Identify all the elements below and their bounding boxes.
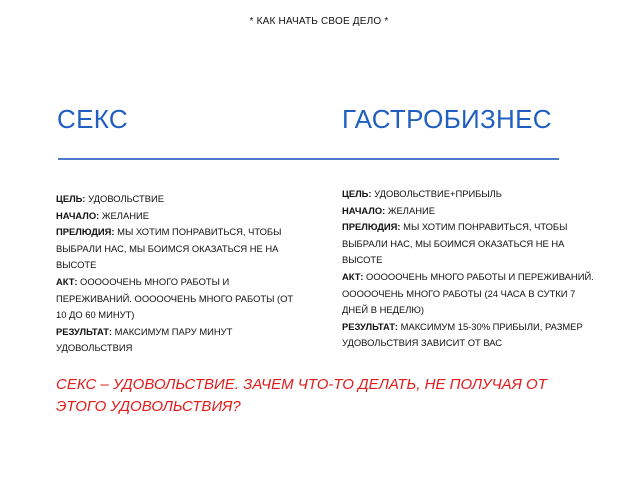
left-item-act: АКТ: ОООООЧЕНЬ МНОГО РАБОТЫ И ПЕРЕЖИВАНИЙ. ОООООЧЕНЬ МНОГО РАБОТЫ (ОТ 10 ДО 60 МИНУТ) xyxy=(56,275,294,321)
right-item-act: АКТ: ОООООЧЕНЬ МНОГО РАБОТЫ И ПЕРЕЖИВАНИЙ. ОООООЧЕНЬ МНОГО РАБОТЫ (24 ЧАСА В СУТКИ 7 ДНЕЙ В НЕДЕЛЮ) xyxy=(342,270,594,316)
right-column-body xyxy=(342,186,597,352)
left-column-title: СЕКС xyxy=(57,104,128,134)
slide-header: * КАК НАЧАТЬ СВОЕ ДЕЛО * xyxy=(249,16,389,27)
right-item-result: РЕЗУЛЬТАТ: МАКСИМУМ 15-30% ПРИБЫЛИ, РАЗМЕР УДОВОЛЬСТВИЯ ЗАВИСИТ ОТ ВАС xyxy=(342,320,583,349)
left-item-prelude: ПРЕЛЮДИЯ: МЫ ХОТИМ ПОНРАВИТЬСЯ, ЧТОБЫ ВЫБРАЛИ НАС, МЫ БОИМСЯ ОКАЗАТЬСЯ НЕ НА ВЫСОТЕ xyxy=(56,226,282,271)
left-item-result: РЕЗУЛЬТАТ: МАКСИМУМ ПАРУ МИНУТ УДОВОЛЬСТВИЯ xyxy=(56,325,233,354)
left-item-start: НАЧАЛО: ЖЕЛАНИЕ xyxy=(56,209,149,221)
right-item-prelude: ПРЕЛЮДИЯ: МЫ ХОТИМ ПОНРАВИТЬСЯ, ЧТОБЫ ВЫБРАЛИ НАС, МЫ БОИМСЯ ОКАЗАТЬСЯ НЕ НА ВЫСОТЕ xyxy=(342,221,568,266)
conclusion-text: СЕКС – УДОВОЛЬСТВИЕ. ЗАЧЕМ ЧТО-ТО ДЕЛАТЬ, НЕ ПОЛУЧАЯ ОТ ЭТОГО УДОВОЛЬСТВИЯ? xyxy=(56,376,547,415)
right-item-start: НАЧАЛО: ЖЕЛАНИЕ xyxy=(342,204,435,216)
left-item-goal: ЦЕЛЬ: УДОВОЛЬСТВИЕ xyxy=(56,193,164,204)
right-item-goal: ЦЕЛЬ: УДОВОЛЬСТВИЕ+ПРИБЫЛЬ xyxy=(342,188,502,199)
right-column-title: ГАСТРОБИЗНЕС xyxy=(342,104,552,134)
left-column-body xyxy=(56,191,306,357)
divider-line xyxy=(58,158,559,160)
